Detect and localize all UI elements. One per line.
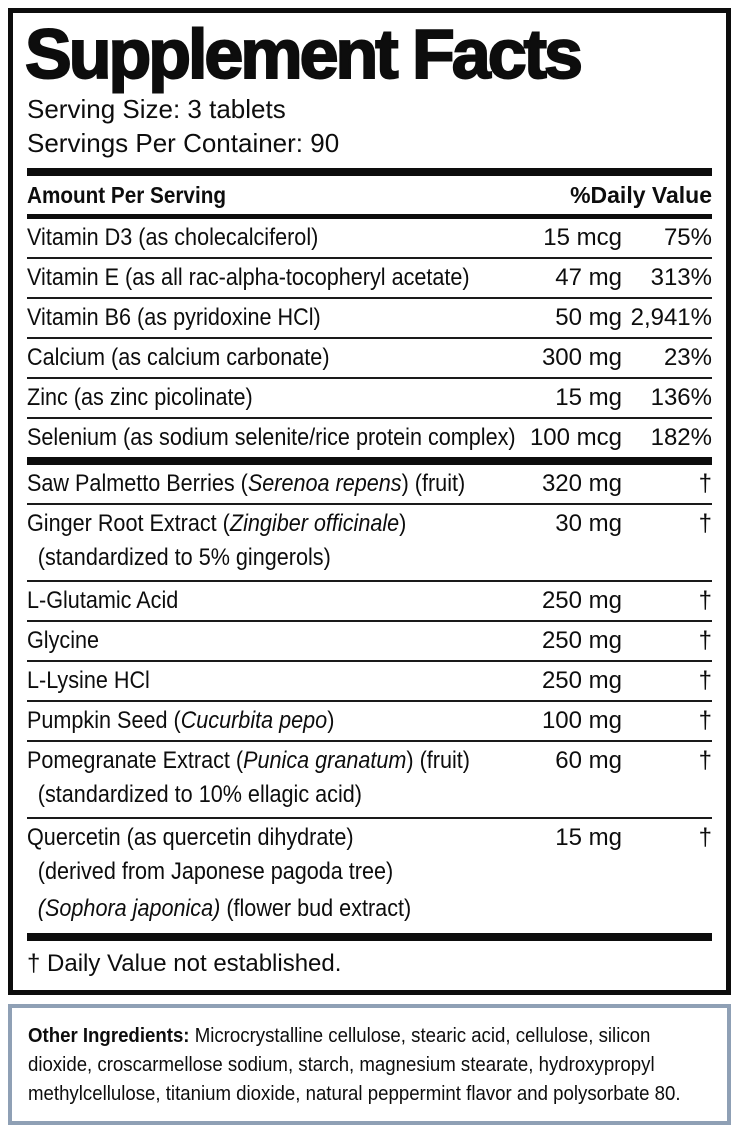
other-ingredients-text	[28, 1021, 711, 1108]
nutrient-subline	[27, 543, 644, 580]
nutrient-daily-value: †	[698, 824, 712, 852]
name-text: Glycine	[27, 627, 100, 655]
nutrient-row	[27, 465, 712, 503]
name-text: Ginger Root Extract (	[27, 510, 230, 538]
nutrient-row	[27, 817, 712, 931]
nutrient-name	[27, 587, 477, 614]
name-text: Zinc (as zinc picolinate)	[27, 384, 253, 412]
name-text: Quercetin (as quercetin dihydrate)	[27, 824, 354, 852]
nutrient-amount: 15 mg	[555, 384, 622, 412]
nutrient-name	[27, 707, 477, 734]
latin-name-italic: Serenoa repens	[247, 470, 402, 498]
nutrient-row-main	[27, 219, 712, 257]
latin-name-italic: Punica granatum	[243, 747, 407, 775]
nutrient-subline	[27, 780, 644, 817]
nutrient-name	[27, 627, 477, 654]
nutrient-row-main	[27, 419, 712, 457]
name-text: ) (fruit)	[406, 747, 470, 775]
nutrient-daily-value: 23%	[663, 344, 712, 372]
nutrient-daily-value: †	[698, 510, 712, 538]
name-text: Pumpkin Seed (	[27, 707, 181, 735]
serving-size: Serving Size: 3 tablets	[27, 94, 286, 125]
nutrient-row	[27, 337, 712, 377]
latin-name-italic: Cucurbita pepo	[180, 707, 328, 735]
name-text: (derived from Japonese pagoda tree)	[37, 858, 394, 886]
nutrient-row-main	[27, 702, 712, 740]
name-text: Vitamin D3 (as cholecalciferol)	[27, 224, 319, 252]
nutrient-daily-value: †	[698, 627, 712, 655]
nutrient-amount: 15 mg	[555, 824, 622, 852]
nutrient-row	[27, 620, 712, 660]
daily-value-footnote: † Daily Value not established.	[27, 950, 342, 978]
nutrient-amount: 100 mcg	[529, 424, 622, 452]
nutrient-daily-value: †	[698, 707, 712, 735]
nutrient-row	[27, 417, 712, 457]
nutrient-amount: 50 mg	[555, 304, 622, 332]
name-text: (standardized to 5% gingerols)	[37, 544, 331, 572]
nutrient-row-main	[27, 465, 712, 503]
nutrient-row	[27, 660, 712, 700]
nutrient-row	[27, 503, 712, 580]
nutrient-daily-value: †	[698, 667, 712, 695]
servings-per-container: Servings Per Container: 90	[27, 128, 340, 159]
nutrient-row	[27, 219, 712, 257]
other-ingredients-list: Microcrystalline cellulose, stearic acid, cellulose, silicon dioxide, croscarmellose sodium, starch, magnesium stearate, hydroxypropyl methylcellulose, titanium dioxide, natural peppermint flavor and polysorbate 80.	[28, 1024, 681, 1106]
name-text: Vitamin E (as all rac-alpha-tocopheryl acetate)	[27, 264, 470, 292]
footnote-divider	[27, 933, 712, 941]
nutrient-row-main	[27, 379, 712, 417]
name-text: L-Lysine HCl	[27, 667, 150, 695]
nutrient-name	[27, 344, 477, 371]
nutrient-name	[27, 747, 477, 774]
supplement-facts-panel	[8, 8, 731, 995]
nutrient-row	[27, 257, 712, 297]
nutrient-row	[27, 297, 712, 337]
nutrient-row-main	[27, 505, 712, 543]
nutrient-daily-value: †	[698, 587, 712, 615]
panel-title: Supplement Facts	[25, 15, 580, 93]
table-header	[27, 176, 712, 214]
nutrient-row-main	[27, 299, 712, 337]
nutrient-daily-value: 313%	[650, 264, 712, 292]
nutrient-amount: 30 mg	[555, 510, 622, 538]
nutrient-amount: 100 mg	[541, 707, 622, 735]
nutrient-amount: 15 mcg	[543, 224, 622, 252]
nutrient-subline	[27, 894, 644, 931]
section-divider	[27, 168, 712, 176]
name-text: )	[327, 707, 335, 735]
name-text: Vitamin B6 (as pyridoxine HCl)	[27, 304, 321, 332]
nutrient-daily-value: 75%	[663, 224, 712, 252]
nutrient-amount: 60 mg	[555, 747, 622, 775]
nutrient-row	[27, 580, 712, 620]
amount-per-serving-header: Amount Per Serving	[27, 182, 226, 209]
nutrient-row	[27, 700, 712, 740]
nutrient-daily-value: †	[698, 747, 712, 775]
name-text: (standardized to 10% ellagic acid)	[37, 781, 362, 809]
nutrient-amount: 250 mg	[541, 627, 622, 655]
name-text: Calcium (as calcium carbonate)	[27, 344, 330, 372]
nutrient-name	[27, 510, 477, 537]
nutrient-row-main	[27, 259, 712, 297]
name-text: ) (fruit)	[401, 470, 466, 498]
nutrient-name	[27, 667, 477, 694]
other-ingredients-panel	[8, 1004, 731, 1125]
nutrient-row	[27, 377, 712, 417]
name-text: (flower bud extract)	[220, 895, 412, 923]
nutrient-row-main	[27, 339, 712, 377]
nutrient-name	[27, 384, 477, 411]
nutrient-name	[27, 824, 477, 851]
nutrient-name	[27, 470, 477, 497]
nutrient-row-main	[27, 622, 712, 660]
latin-name-italic: (Sophora japonica)	[37, 895, 221, 923]
name-text: )	[399, 510, 407, 538]
nutrient-row-main	[27, 662, 712, 700]
nutrient-rows	[27, 219, 712, 931]
nutrient-row-main	[27, 819, 712, 857]
nutrient-subline	[27, 857, 644, 894]
nutrient-name	[27, 424, 516, 452]
nutrient-amount: 320 mg	[541, 470, 622, 498]
nutrient-amount: 47 mg	[555, 264, 622, 292]
nutrient-name	[27, 304, 477, 331]
nutrient-amount: 250 mg	[541, 587, 622, 615]
nutrient-name	[27, 264, 477, 291]
nutrient-row-main	[27, 742, 712, 780]
nutrient-daily-value: 136%	[650, 384, 712, 412]
latin-name-italic: Zingiber officinale	[229, 510, 400, 538]
name-text: Pomegranate Extract (	[27, 747, 244, 775]
name-text: Selenium (as sodium selenite/rice protein complex)	[27, 424, 516, 452]
section-divider	[27, 457, 712, 465]
name-text: Saw Palmetto Berries (	[27, 470, 248, 498]
nutrient-amount: 300 mg	[541, 344, 622, 372]
other-ingredients-label: Other Ingredients:	[28, 1024, 190, 1048]
name-text: L-Glutamic Acid	[27, 587, 179, 615]
nutrient-row	[27, 740, 712, 817]
daily-value-header: %Daily Value	[570, 182, 712, 209]
nutrient-name	[27, 224, 477, 251]
nutrient-amount: 250 mg	[541, 667, 622, 695]
nutrient-daily-value: 182%	[650, 424, 712, 452]
nutrient-daily-value: 2,941%	[630, 304, 712, 332]
nutrient-daily-value: †	[698, 470, 712, 498]
nutrient-row-main	[27, 582, 712, 620]
